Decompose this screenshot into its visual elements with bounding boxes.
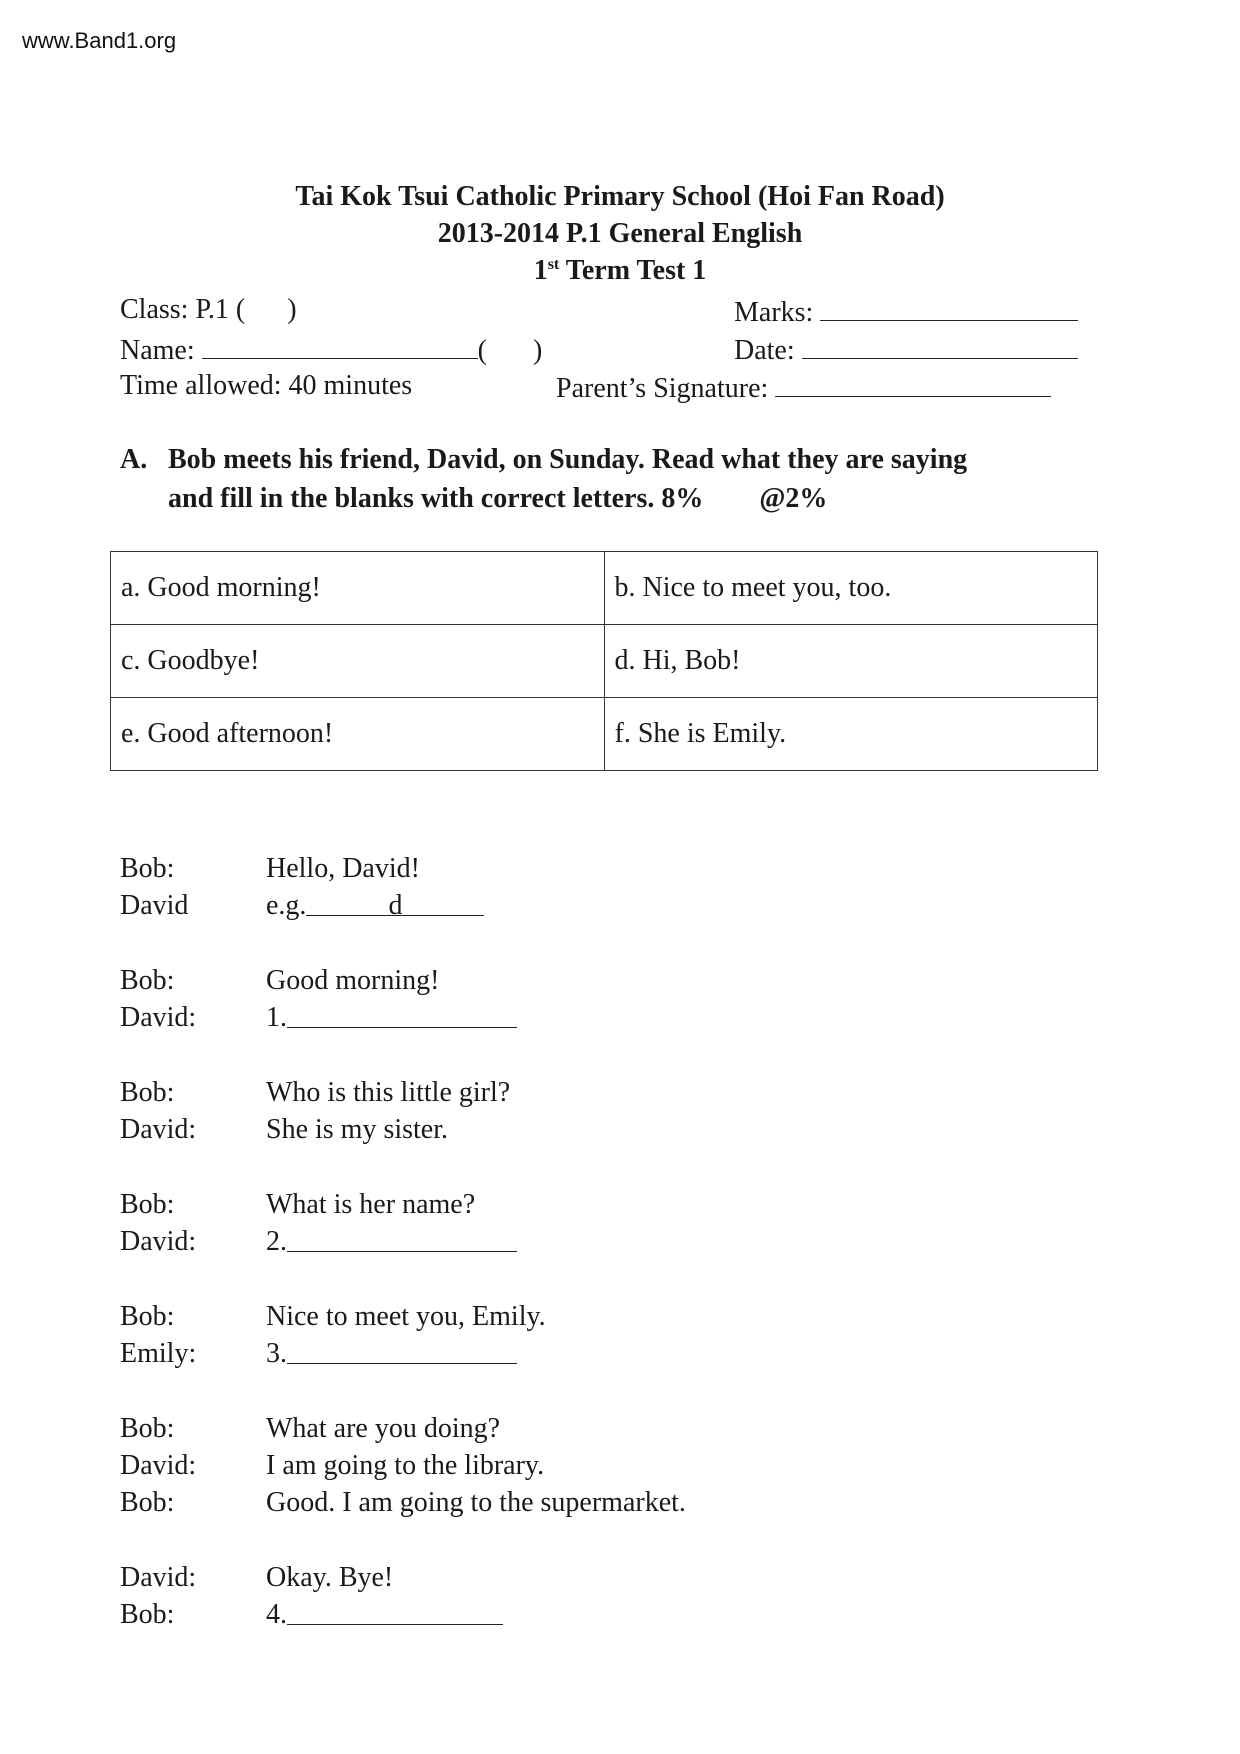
example-answer-blank: d: [306, 887, 484, 916]
dialogue-line: Bob: Good. I am going to the supermarket.: [120, 1487, 686, 1518]
dialogue-group: [120, 850, 686, 924]
name-field: Name: ( ): [120, 330, 542, 369]
watermark: www.Band1.org: [22, 28, 177, 53]
answer-blank-4[interactable]: [287, 1596, 503, 1625]
dialogue-group: [120, 1410, 686, 1521]
dialogue-group: [120, 962, 686, 1036]
time-allowed: Time allowed: 40 minutes: [120, 370, 413, 401]
date-blank[interactable]: [802, 330, 1078, 359]
dialogue-line: Bob: Hello, David!: [120, 853, 420, 884]
dialogue-line: Emily: 3.: [120, 1335, 686, 1372]
table-row: [111, 698, 1098, 771]
section-a-instruction: A. Bob meets his friend, David, on Sunday. Read what they are saying and fill in the blanks with correct letters. 8% @2%: [120, 444, 968, 514]
date-field: Date:: [734, 330, 1078, 369]
dialogue-group: [120, 1074, 686, 1148]
test-title: 1st Term Test 1: [533, 255, 707, 286]
test-subject: 2013-2014 P.1 General English: [437, 218, 803, 249]
dialogue-group: [120, 1186, 686, 1260]
options-table: [110, 551, 1098, 771]
dialogue: [120, 850, 686, 1671]
option-e: e. Good afternoon!: [111, 698, 605, 771]
class-field: Class: P.1 ( ): [120, 294, 297, 325]
option-f: f. She is Emily.: [604, 698, 1098, 771]
school-name: Tai Kok Tsui Catholic Primary School (Hoi Fan Road): [295, 181, 945, 212]
option-b: b. Nice to meet you, too.: [604, 552, 1098, 625]
dialogue-line: Bob: Nice to meet you, Emily.: [120, 1301, 546, 1332]
option-a: a. Good morning!: [111, 552, 605, 625]
signature-blank[interactable]: [775, 368, 1051, 397]
dialogue-group: [120, 1298, 686, 1372]
dialogue-line: Bob: What are you doing?: [120, 1413, 501, 1444]
dialogue-line: Bob: Good morning!: [120, 965, 440, 996]
dialogue-line: David e.g. d: [120, 887, 686, 924]
dialogue-line: David: 2.: [120, 1223, 686, 1260]
answer-blank-2[interactable]: [287, 1223, 517, 1252]
dialogue-line: Bob: Who is this little girl?: [120, 1077, 511, 1108]
answer-blank-3[interactable]: [287, 1335, 517, 1364]
table-row: [111, 552, 1098, 625]
dialogue-line: David: 1.: [120, 999, 686, 1036]
marks-field: Marks:: [734, 292, 1078, 331]
dialogue-line: David: She is my sister.: [120, 1114, 449, 1145]
name-blank[interactable]: [202, 330, 478, 359]
dialogue-line: David: I am going to the library.: [120, 1450, 545, 1481]
dialogue-group: [120, 1559, 686, 1633]
dialogue-line: Bob: What is her name?: [120, 1189, 476, 1220]
dialogue-line: David: Okay. Bye!: [120, 1562, 394, 1593]
option-d: d. Hi, Bob!: [604, 625, 1098, 698]
table-row: [111, 625, 1098, 698]
answer-blank-1[interactable]: [287, 999, 517, 1028]
option-c: c. Goodbye!: [111, 625, 605, 698]
page-header: [0, 178, 1240, 289]
marks-blank[interactable]: [820, 292, 1078, 321]
parent-signature-field: Parent’s Signature:: [556, 368, 1051, 407]
dialogue-line: Bob: 4.: [120, 1596, 686, 1633]
